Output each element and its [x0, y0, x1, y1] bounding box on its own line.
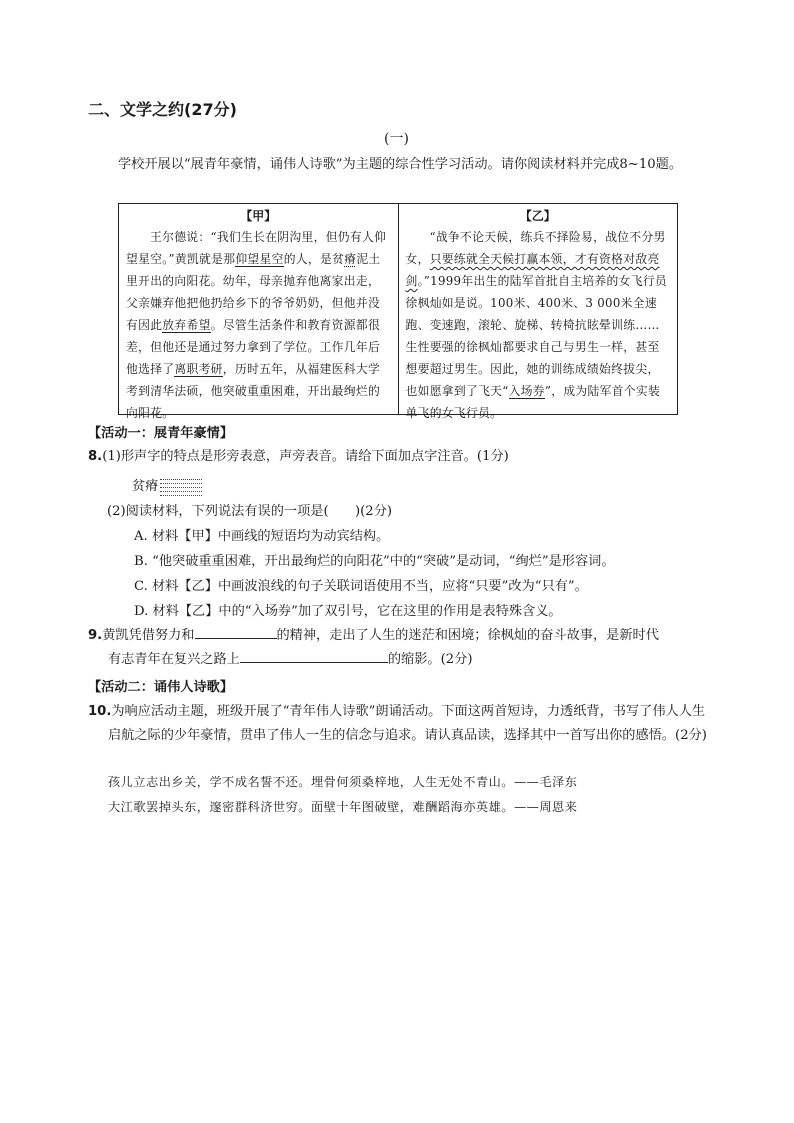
question-text: 的缩影。(2分)	[387, 652, 473, 667]
activity-one-heading: 【活动一：展青年豪情】	[88, 426, 234, 441]
question-text: 有志青年在复兴之路上	[108, 652, 240, 667]
dotted-char: 瘠	[344, 252, 357, 266]
wavy-underlined-sentence: 只要练就全天候打赢本领，才有资格对敌亮剑	[405, 252, 660, 288]
question-8-part-1	[88, 445, 728, 469]
question-9-line-1	[88, 624, 659, 648]
poem-zhou: 大江歌罢掉头东，邃密群科济世穷。面壁十年图破壁，难酬蹈海亦英雄。——周恩来	[108, 800, 578, 814]
question-number: 9.	[88, 628, 103, 643]
material-yi-head: 【乙】	[519, 209, 556, 223]
activity-two-heading: 【活动二：诵伟人诗歌】	[88, 680, 234, 695]
question-number: 8.	[88, 449, 103, 464]
text-run: 泥土里开出的向阳花。幼年，母亲抛弃他离家出走，父亲嫌弃他把他扔给乡下的爷爷奶奶，但他并没有因此	[126, 252, 381, 332]
text-run: ”，成为陆军首个实装单飞的女飞行员。	[405, 384, 661, 420]
poem-mao: 孩儿立志出乡关，学不成名誓不还。埋骨何须桑梓地，人生无处不青山。——毛泽东	[108, 775, 578, 789]
material-jia-text	[126, 226, 391, 424]
material-yi-text	[406, 226, 671, 424]
option-d: D. 材料【乙】中的“入场券”加了双引号，它在这里的作用是表特殊含义。	[134, 604, 562, 619]
text-run: 。尽管生活条件和教育资源都很差，但他还是通过努力拿到了学位。工作几年后他选择了	[126, 318, 381, 376]
underlined-phrase: 放弃希望	[162, 318, 211, 332]
section-title: 二、文学之约(27分)	[88, 100, 237, 119]
text-run: 的人，是贫	[283, 252, 345, 266]
question-8-part-2: (2)阅读材料，下列说法有误的一项是( )(2分)	[107, 504, 393, 519]
material-yi	[398, 204, 678, 420]
underlined-phrase: 仰望星空	[235, 252, 284, 266]
material-jia	[119, 204, 398, 420]
option-b: B. “他突破重重困难，开出最绚烂的向阳花”中的“突破”是动词，“绚烂”是形容词。	[134, 554, 615, 569]
question-9-line-2	[108, 648, 473, 672]
text-run: ，历时五年，从福建医科大学考到清华法硕，他突破重重困难，开出最绚烂的向阳花。	[126, 362, 381, 420]
option-c: C. 材料【乙】中画波浪线的句子关联词语使用不当，应将“只要”改为“只有”。	[134, 579, 588, 594]
question-text: (1)形声字的特点是形旁表意，声旁表音。请给下面加点字注音。(1分)	[102, 449, 509, 464]
answer-blank-1[interactable]	[195, 624, 277, 639]
text-run: “战争不论天候，练兵不择险易，战位不分男女，	[405, 230, 666, 266]
material-table	[118, 203, 678, 420]
subsection-title: (一)	[384, 131, 409, 147]
pinyin-word: 贫瘠	[132, 479, 159, 494]
pinyin-item	[132, 475, 202, 499]
question-text: 的精神，走出了人生的迷茫和困境；徐枫灿的奋斗故事，是新时代	[276, 628, 659, 643]
pinyin-answer-lines[interactable]	[160, 478, 202, 496]
text-run: 。”1999年出生的陆军首批自主培养的女飞行员徐枫灿如是说。100米、400米、3 000米全速跑、变速跑，滚轮、旋梯、转椅抗眩晕训练……生性要强的徐枫灿都要求自己与男生一样，甚至想要超过男生。因此，她的训练成绩始终拔尖，也如愿拿到了飞天“	[405, 274, 668, 398]
underlined-phrase: 入场券	[508, 384, 545, 398]
intro-paragraph: 学校开展以“展青年豪情，诵伟人诗歌”为主题的综合性学习活动。请你阅读材料并完成8~10题。	[118, 157, 683, 172]
question-text: 为响应活动主题，班级开展了“青年伟人诗歌”朗诵活动。下面这两首短诗，力透纸背，书写了伟人人生启航之际的少年豪情，贯串了伟人一生的信念与追求。请认真品读，选择其中一首写出你的感悟。(2分)	[108, 704, 707, 743]
question-number: 10.	[88, 704, 112, 719]
text-run: 王尔德说：“我们生长在阴沟里，但仍有人仰望星空。”黄凯就是那	[126, 230, 387, 266]
question-text: 黄凯凭借努力和	[102, 628, 195, 643]
answer-blank-2[interactable]	[240, 648, 388, 663]
material-jia-head: 【甲】	[240, 209, 277, 223]
question-10	[88, 700, 716, 748]
underlined-phrase: 离职考研	[174, 362, 223, 376]
option-a: A. 材料【甲】中画线的短语均为动宾结构。	[134, 529, 390, 544]
